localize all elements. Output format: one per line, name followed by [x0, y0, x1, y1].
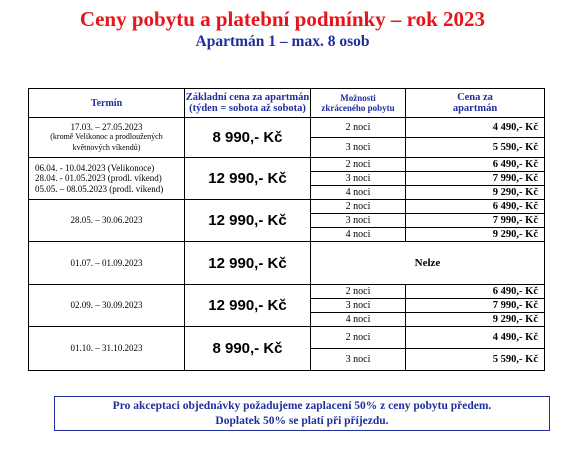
nights-cell: 3 noci [311, 299, 406, 313]
apartment-price-cell: 6 490,- Kč [406, 200, 545, 214]
term-line: 28.04. - 01.05.2023 (prodl. víkend) [35, 173, 162, 184]
payment-note: Pro akceptaci objednávky požadujeme zaplacení 50% z ceny pobytu předem. Doplatek 50% se platí při příjezdu. [54, 396, 550, 431]
term-cell [29, 327, 185, 371]
apartment-price-cell: 4 490,- Kč [406, 118, 545, 138]
nights-cell: 4 noci [311, 186, 406, 200]
table-row [29, 285, 545, 299]
header-short-stay: Možnosti zkráceného pobytu [311, 89, 406, 118]
term-line: 01.10. – 31.10.2023 [70, 343, 143, 354]
base-price-cell: 12 990,- Kč [185, 285, 311, 327]
term-cell [29, 242, 185, 285]
header-apartment-price: Cena za apartmán [406, 89, 545, 118]
apartment-price-cell: 9 290,- Kč [406, 228, 545, 242]
apartment-price-cell: 5 590,- Kč [406, 349, 545, 371]
apartment-price-cell: 4 490,- Kč [406, 327, 545, 349]
base-price-cell: 12 990,- Kč [185, 242, 311, 285]
table-header-row [29, 89, 545, 118]
apartment-price-cell: 9 290,- Kč [406, 186, 545, 200]
apartment-price-cell: 7 990,- Kč [406, 172, 545, 186]
base-price-cell: 8 990,- Kč [185, 118, 311, 158]
table-row [29, 158, 545, 172]
term-line: 01.07. – 01.09.2023 [70, 257, 143, 268]
term-line: (kromě Velikonoc a prodloužených [50, 132, 163, 142]
page-title: Ceny pobytu a platební podmínky – rok 2023 [79, 7, 486, 31]
base-price-cell: 8 990,- Kč [185, 327, 311, 371]
table-row [29, 118, 545, 138]
term-line: 02.09. – 30.09.2023 [70, 300, 143, 311]
term-line: květnových víkendů) [72, 142, 141, 152]
nights-cell: 4 noci [311, 313, 406, 327]
term-cell [29, 200, 185, 242]
apartment-price-cell: 5 590,- Kč [406, 138, 545, 158]
nights-cell: 2 noci [311, 118, 406, 138]
nights-cell: 2 noci [311, 327, 406, 349]
term-line: 17.03. – 27.05.2023 [70, 121, 143, 132]
nights-cell: 3 noci [311, 214, 406, 228]
term-cell [29, 285, 185, 327]
header-term: Termín [29, 89, 185, 118]
nights-cell: 2 noci [311, 200, 406, 214]
page-subtitle: Apartmán 1 – max. 8 osob [195, 33, 370, 50]
nights-cell: 4 noci [311, 228, 406, 242]
price-table [28, 88, 545, 371]
table-row [29, 327, 545, 349]
nights-cell: 2 noci [311, 158, 406, 172]
not-available-cell: Nelze [311, 242, 545, 285]
apartment-price-cell: 6 490,- Kč [406, 158, 545, 172]
term-cell [29, 158, 185, 200]
apartment-price-cell: 7 990,- Kč [406, 214, 545, 228]
base-price-cell: 12 990,- Kč [185, 158, 311, 200]
apartment-price-cell: 9 290,- Kč [406, 313, 545, 327]
nights-cell: 3 noci [311, 349, 406, 371]
header-base-price: Základní cena za apartmán (týden = sobota až sobota) [185, 89, 311, 118]
table-row [29, 242, 545, 285]
nights-cell: 3 noci [311, 172, 406, 186]
term-line: 06.04. - 10.04.2023 (Velikonoce) [35, 162, 155, 173]
nights-cell: 3 noci [311, 138, 406, 158]
term-cell [29, 118, 185, 158]
table-row [29, 200, 545, 214]
base-price-cell: 12 990,- Kč [185, 200, 311, 242]
term-line: 05.05. – 08.05.2023 (prodl. víkend) [35, 183, 164, 194]
term-line: 28.05. – 30.06.2023 [70, 215, 143, 226]
apartment-price-cell: 7 990,- Kč [406, 299, 545, 313]
apartment-price-cell: 6 490,- Kč [406, 285, 545, 299]
nights-cell: 2 noci [311, 285, 406, 299]
